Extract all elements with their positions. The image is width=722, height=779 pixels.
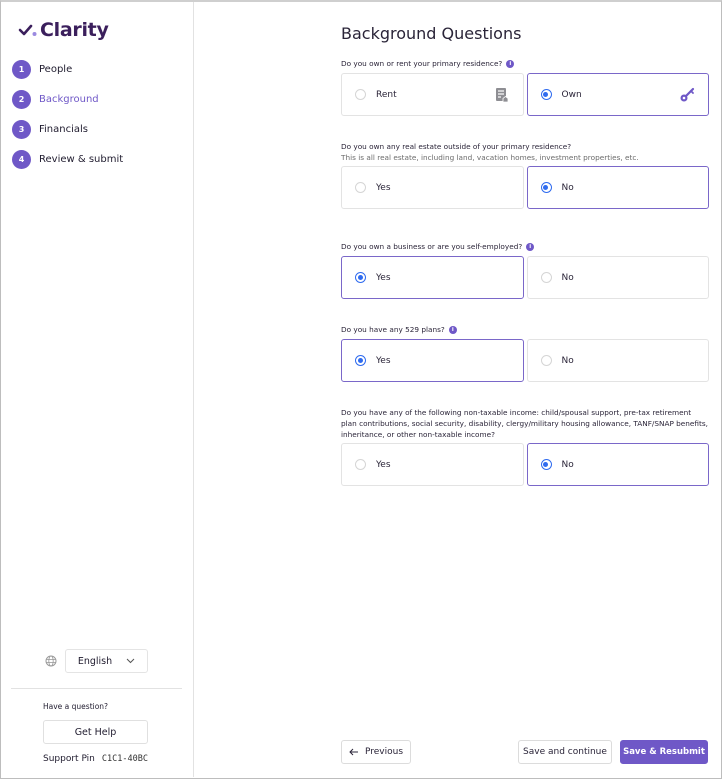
option-no[interactable]	[527, 166, 710, 209]
question-text: Do you own or rent your primary residence?	[341, 59, 503, 68]
question-label	[341, 407, 709, 440]
question-text: Do you have any 529 plans?	[341, 325, 445, 334]
option-own[interactable]	[527, 73, 710, 116]
language-row	[45, 649, 148, 673]
checkmark-logo-icon	[18, 22, 38, 38]
help-prompt: Have a question?	[43, 702, 109, 711]
save-and-continue-button[interactable]: Save and continue	[518, 740, 612, 764]
step-label: Financials	[39, 123, 88, 135]
support-pin-label: Support Pin	[43, 754, 95, 764]
globe-icon	[45, 655, 57, 667]
option-no[interactable]	[527, 256, 710, 299]
option-yes[interactable]	[341, 339, 524, 382]
key-icon	[679, 87, 695, 103]
info-icon[interactable]: i	[526, 243, 534, 251]
option-no[interactable]	[527, 339, 710, 382]
radio-button-selected[interactable]	[541, 459, 552, 470]
option-rent[interactable]	[341, 73, 524, 116]
option-label: Yes	[376, 182, 391, 193]
question-residence	[341, 58, 709, 116]
step-review-submit[interactable]	[12, 144, 123, 174]
arrow-left-icon	[349, 748, 359, 756]
option-label: Yes	[376, 355, 391, 366]
step-number: 2	[12, 90, 31, 109]
option-label: No	[561, 182, 574, 193]
step-label: People	[39, 63, 73, 75]
question-sublabel: This is all real estate, including land, vacation homes, investment properties, etc.	[341, 153, 639, 162]
option-group	[341, 256, 709, 299]
step-financials[interactable]	[12, 114, 123, 144]
option-group	[341, 339, 709, 382]
language-value: English	[77, 655, 113, 667]
get-help-button[interactable]: Get Help	[43, 720, 148, 744]
question-business	[341, 241, 709, 299]
info-icon[interactable]: i	[506, 60, 514, 68]
option-label: No	[561, 272, 574, 283]
chevron-down-icon	[126, 658, 135, 664]
step-number: 4	[12, 150, 31, 169]
option-yes[interactable]	[341, 443, 524, 486]
option-label: No	[561, 459, 574, 470]
option-label: Yes	[376, 272, 391, 283]
radio-button[interactable]	[541, 272, 552, 283]
step-number: 3	[12, 120, 31, 139]
previous-button[interactable]	[341, 740, 411, 764]
step-nav	[12, 54, 123, 174]
info-icon[interactable]: i	[449, 326, 457, 334]
radio-button-selected[interactable]	[541, 89, 552, 100]
step-label: Background	[39, 93, 99, 105]
option-label: No	[561, 355, 574, 366]
option-group	[341, 73, 709, 116]
question-label	[341, 58, 709, 69]
lease-document-icon	[494, 87, 510, 103]
question-text: Do you own any real estate outside of your primary residence?	[341, 142, 572, 151]
step-people[interactable]	[12, 54, 123, 84]
radio-button[interactable]	[541, 355, 552, 366]
page-title: Background Questions	[341, 24, 522, 43]
radio-button[interactable]	[355, 182, 366, 193]
step-label: Review & submit	[39, 153, 124, 165]
support-pin	[43, 754, 148, 764]
sidebar-divider	[11, 688, 182, 689]
radio-button[interactable]	[355, 89, 366, 100]
option-group	[341, 443, 709, 486]
option-yes[interactable]	[341, 256, 524, 299]
option-label: Own	[561, 89, 582, 100]
option-label: Rent	[376, 89, 397, 100]
radio-button[interactable]	[355, 459, 366, 470]
question-text: Do you have any of the following non-taxable income: child/spousal support, pre-tax retirement plan contributions, social security, disability, clergy/military housing allowance, TANF/SNAP benefits, inheritance, or other non-taxable income?	[341, 408, 708, 439]
brand-name: Clarity	[40, 19, 109, 41]
language-select[interactable]	[65, 649, 148, 673]
radio-button-selected[interactable]	[355, 355, 366, 366]
question-label	[341, 241, 709, 252]
option-group	[341, 166, 709, 209]
sidebar	[1, 2, 194, 777]
question-non-taxable-income	[341, 407, 709, 486]
step-number: 1	[12, 60, 31, 79]
support-pin-value: C1C1-40BC	[101, 754, 148, 764]
question-529-plans	[341, 324, 709, 382]
step-background[interactable]	[12, 84, 123, 114]
previous-label: Previous	[364, 747, 404, 757]
question-text: Do you own a business or are you self-employed?	[341, 242, 523, 251]
logo	[18, 19, 109, 41]
option-yes[interactable]	[341, 166, 524, 209]
question-label	[341, 324, 709, 335]
save-and-resubmit-button[interactable]: Save & Resubmit	[620, 740, 708, 764]
option-label: Yes	[376, 459, 391, 470]
option-no[interactable]	[527, 443, 710, 486]
question-label	[341, 141, 709, 152]
radio-button-selected[interactable]	[355, 272, 366, 283]
radio-button-selected[interactable]	[541, 182, 552, 193]
question-other-real-estate	[341, 141, 709, 209]
